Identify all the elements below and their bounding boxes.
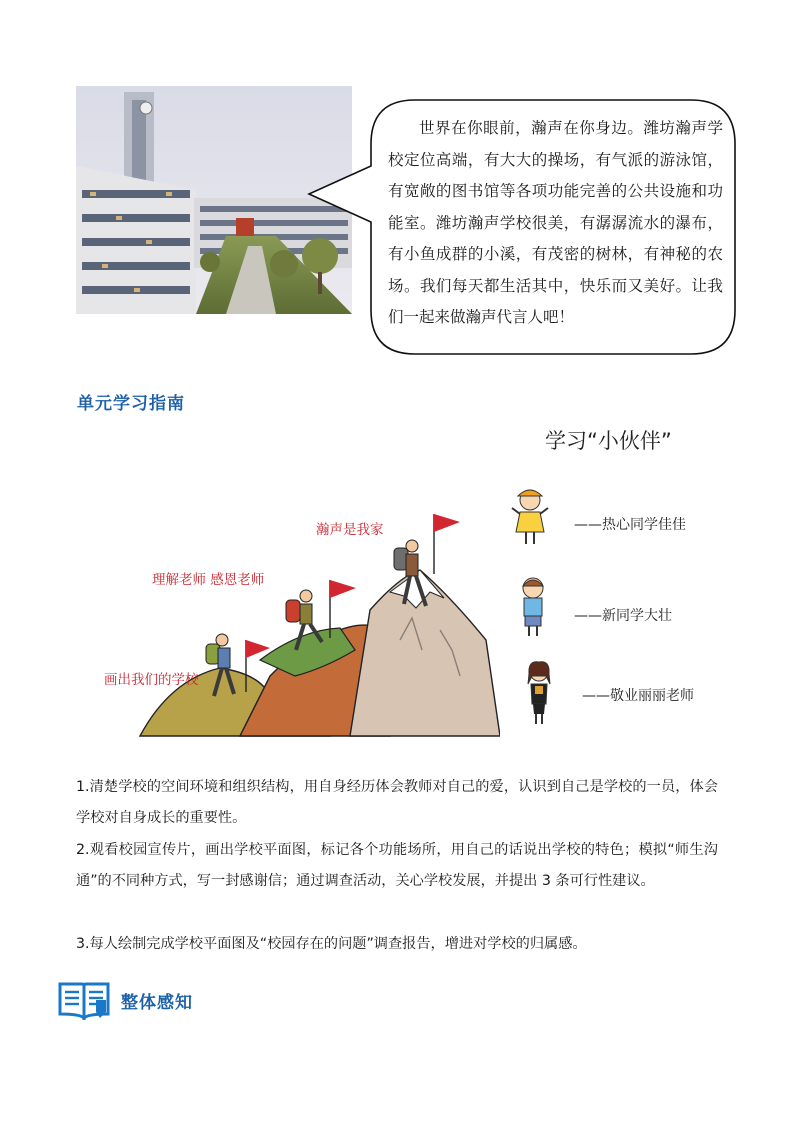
partner-title: 学习“小伙伴” — [545, 429, 672, 453]
open-book-icon — [58, 978, 110, 1020]
climbing-illustration — [100, 500, 500, 740]
partner-dazhuang-figure — [518, 576, 548, 638]
partner-name-dazhuang: ——新同学大壮 — [574, 608, 672, 624]
partner-name-lili: ——敬业丽丽老师 — [582, 688, 694, 704]
partner-lili-teacher-figure — [524, 660, 554, 726]
bubble-text — [388, 113, 723, 334]
bubble-paragraph: 世界在你眼前，瀚声在你身边。潍坊瀚声学校定位高端，有大大的操场，有气派的游泳馆，有宽敞的图书馆等各项功能完善的公共设施和功能室。潍坊瀚声学校很美，有潺潺流水的瀑布，有小鱼成群的小溪，有茂密的树林，有神秘的农场。我们每天都生活其中，快乐而又美好。让我们一起来做瀚声代言人吧！ — [388, 119, 723, 326]
step-label-1: 画出我们的学校 — [104, 672, 199, 688]
objective-1: 1.清楚学校的空间环境和组织结构，用自身经历体会教师对自己的爱，认识到自己是学校的一员，体会学校对自身成长的重要性。 — [76, 779, 718, 826]
step-label-2: 理解老师 感恩老师 — [152, 572, 265, 588]
overall-perception-heading: 整体感知 — [121, 993, 193, 1013]
partner-name-jiajia: ——热心同学佳佳 — [574, 517, 686, 533]
objective-3: 3.每人绘制完成学校平面图及“校园存在的问题”调查报告，增进对学校的归属感。 — [76, 936, 587, 952]
step-label-3: 瀚声是我家 — [316, 522, 384, 538]
partner-jiajia-figure — [510, 486, 550, 546]
objective-2: 2.观看校园宣传片，画出学校平面图，标记各个功能场所，用自己的话说出学校的特色；模拟“师生沟通”的不同种方式，写一封感谢信；通过调查活动，关心学校发展，并提出 3 条可行性建议。 — [76, 842, 718, 889]
unit-guide-heading: 单元学习指南 — [77, 394, 185, 414]
